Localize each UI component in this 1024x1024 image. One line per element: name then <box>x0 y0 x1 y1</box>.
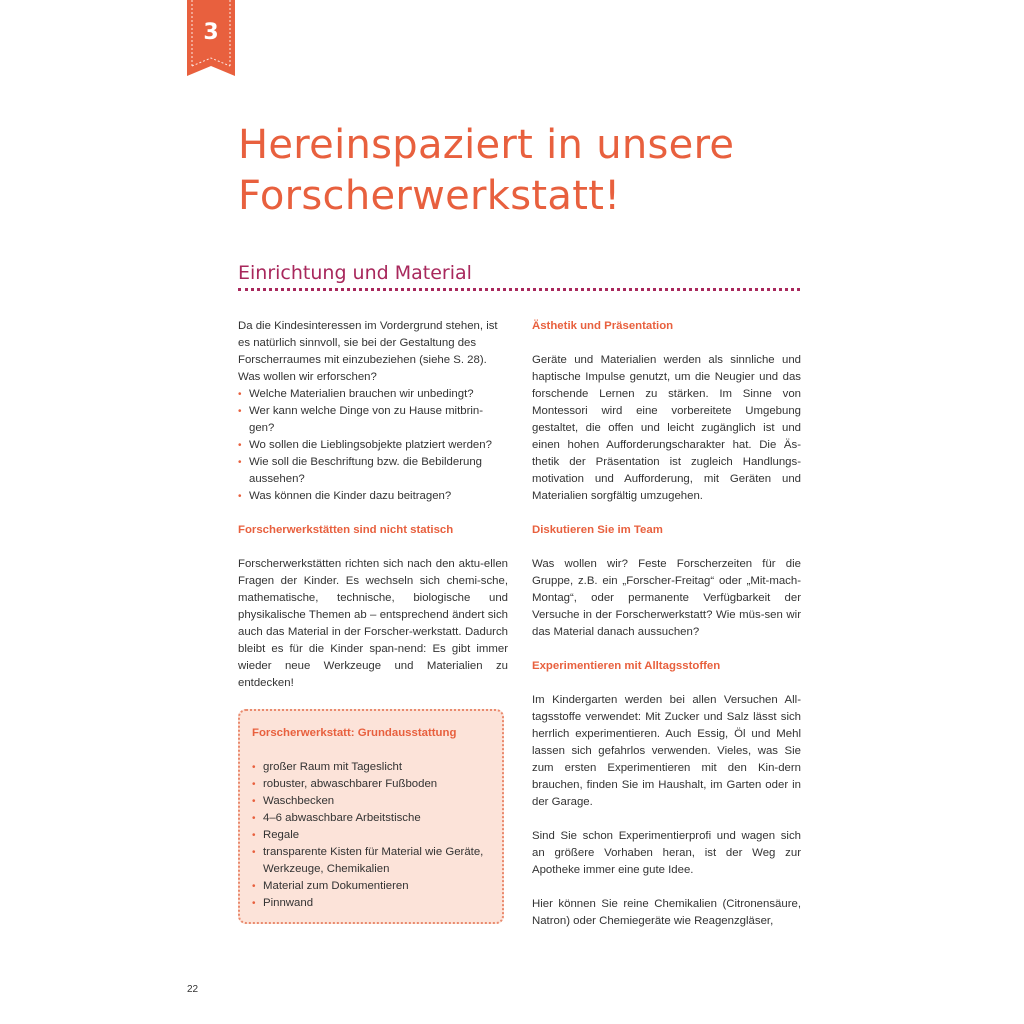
equipment-item: • großer Raum mit Tageslicht <box>252 759 490 776</box>
equipment-item: • Material zum Dokumentieren <box>252 878 490 895</box>
subheading-everyday: Experimentieren mit Alltagsstoffen <box>532 660 721 672</box>
question-item: • Wo sollen die Lieblingsobjekte platziert werden? <box>238 437 508 454</box>
intro-paragraph: Da die Kindesinteressen im Vordergrund stehen, ist es natürlich sinnvoll, sie bei der Gestaltung des Forscherraumes mit einzubeziehen (siehe S. 28). Was wollen wir erforschen? <box>238 320 498 383</box>
aesthetics-paragraph: Geräte und Materialien werden als sinnliche und haptische Impulse genutzt, um die Neugier und das forschende Lernen zu stärken. Im Sinne von Montessori wird eine vorbereitete Umgebung gestaltet, die offen und leicht zugänglich ist und einen hohen Aufforderungscharakter hat. Die Äs-thetik der Präsentation ist zugleich Handlungs-motivation und Aufforderung, mit Geräten und Materialien sorgfältig umzugehen. <box>532 354 801 502</box>
dotted-divider <box>238 288 800 291</box>
pharmacy-paragraph: Sind Sie schon Experimentierprofi und wagen sich an größere Vorhaben heran, ist der Weg zur Apotheke immer eine gute Idee. <box>532 830 801 876</box>
equipment-box-title: Forscherwerkstatt: Grundausstattung <box>252 727 457 739</box>
equipment-item: • Waschbecken <box>252 793 490 810</box>
equipment-item: • 4–6 abwaschbare Arbeitstische <box>252 810 490 827</box>
static-paragraph: Forscherwerkstätten richten sich nach den aktu-ellen Fragen der Kinder. Es wechseln sich chemi-sche, mathematische, technische, biologische und physikalische Themen ab – entsprechend ändert sich auch das Material in der Forscher-werkstatt. Dadurch bleibt es für die Kinder span-nend: Es gibt immer wieder neue Werkzeuge und Materialien zu entdecken! <box>238 558 508 689</box>
title-line-1: Hereinspaziert in unsere <box>238 122 735 168</box>
everyday-paragraph: Im Kindergarten werden bei allen Versuchen All-tagsstoffe verwendet: Mit Zucker und Salz lässt sich herrlich experimentieren. Auch Essig, Öl und Mehl lassen sich gefahrlos verwenden. Vieles, was Sie zum ersten Experimentieren mit den Kin-dern brauchen, finden Sie im Haushalt, im Garten oder in der Garage. <box>532 694 801 808</box>
question-item: • Welche Materialien brauchen wir unbedingt? <box>238 386 508 403</box>
left-column <box>238 318 508 924</box>
question-list <box>238 386 508 505</box>
equipment-item: • transparente Kisten für Material wie Geräte, Werkzeuge, Chemikalien <box>252 844 490 878</box>
chemicals-paragraph: Hier können Sie reine Chemikalien (Citronensäure, Natron) oder Chemiegeräte wie Reagenzgläser, <box>532 898 801 927</box>
section-heading: Einrichtung und Material <box>238 262 472 284</box>
team-paragraph: Was wollen wir? Feste Forscherzeiten für die Gruppe, z.B. ein „Forscher-Freitag“ oder „Mit-mach-Montag“, oder permanente Verfügbarkeit der Versuche in der Forscherwerkstatt? Wie müs-sen wir das Material danach aussuchen? <box>532 558 801 638</box>
question-item: • Wie soll die Beschriftung bzw. die Bebilderung aussehen? <box>238 454 508 488</box>
chapter-number: 3 <box>203 20 219 45</box>
title-line-2: Forscherwerkstatt! <box>238 173 621 219</box>
right-column <box>532 318 801 930</box>
subheading-static: Forscherwerkstätten sind nicht statisch <box>238 524 454 536</box>
equipment-item: • Regale <box>252 827 490 844</box>
equipment-list <box>252 759 490 912</box>
chapter-tab <box>187 0 235 76</box>
question-item: • Was können die Kinder dazu beitragen? <box>238 488 508 505</box>
equipment-item: • Pinnwand <box>252 895 490 912</box>
page-number: 22 <box>187 984 199 995</box>
subheading-team: Diskutieren Sie im Team <box>532 524 663 536</box>
page-title <box>238 120 798 222</box>
subheading-aesthetics: Ästhetik und Präsentation <box>532 320 674 332</box>
equipment-box <box>238 709 504 924</box>
question-item: • Wer kann welche Dinge von zu Hause mitbrin-gen? <box>238 403 508 437</box>
equipment-item: • robuster, abwaschbarer Fußboden <box>252 776 490 793</box>
